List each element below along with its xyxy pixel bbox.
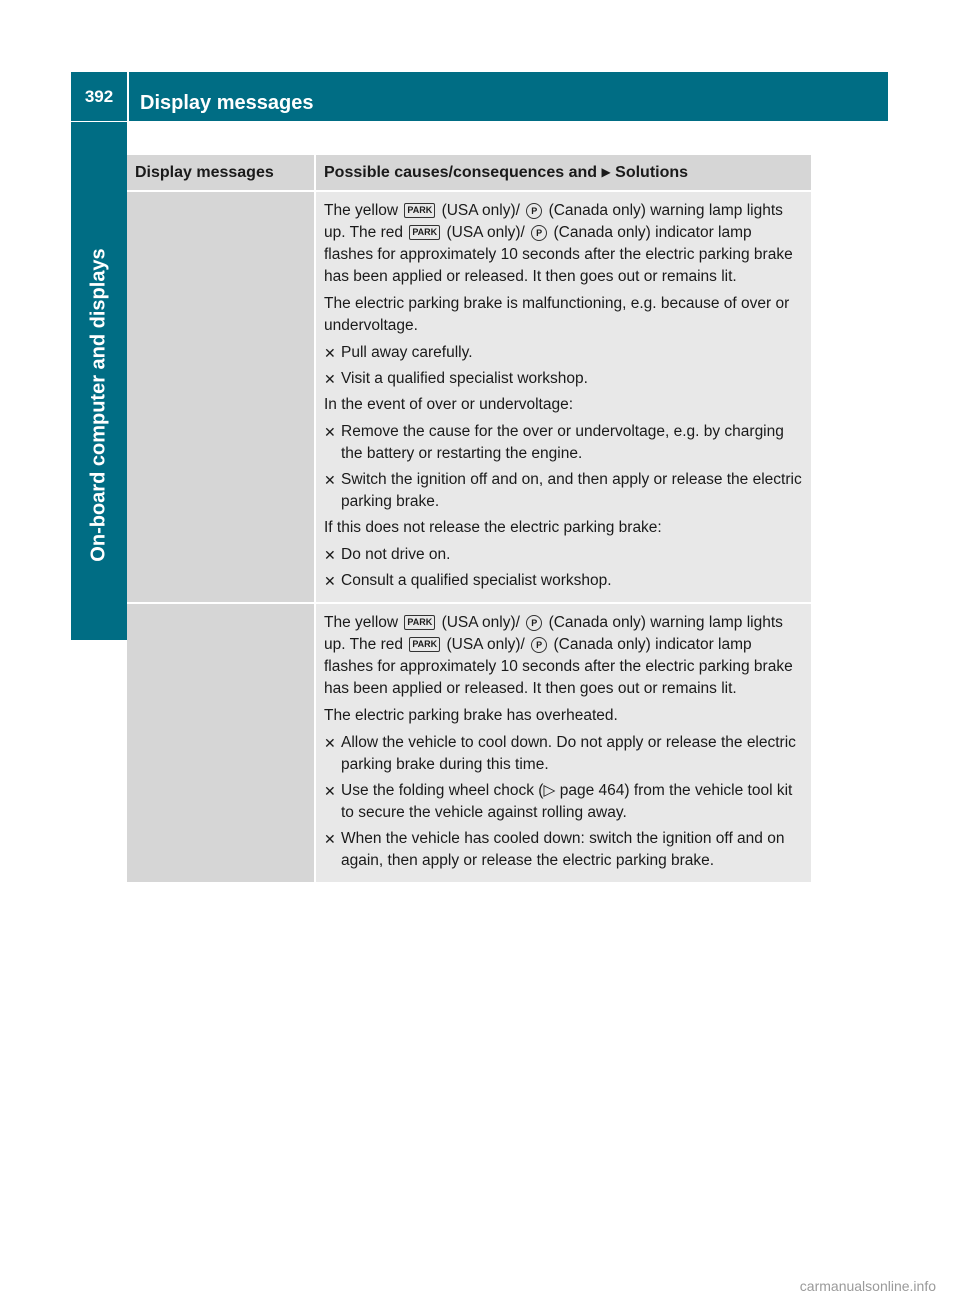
- chapter-label: On-board computer and displays: [87, 248, 110, 562]
- parking-brake-lamp-icon: P: [531, 637, 547, 653]
- solution-cell: [314, 604, 811, 882]
- lamp-description: The yellow PARK (USA only)/ P (Canada only) warning lamp lights up. The red PARK (USA only)/ P (Canada only) indicator lamp flashes for approximately 10 seconds after the electric parking brake has been applied or released. It then goes out or remains lit.: [324, 202, 793, 285]
- condition-text: In the event of over or undervoltage:: [324, 396, 574, 413]
- cause-text: The electric parking brake is malfunctioning, e.g. because of over or undervoltage.: [324, 295, 790, 334]
- table-header: [127, 155, 811, 192]
- page-reference-arrow-icon: ▷: [543, 782, 556, 799]
- parking-brake-lamp-icon: P: [531, 225, 547, 241]
- page-title: Display messages: [140, 92, 314, 114]
- table-row: [127, 192, 811, 602]
- instruction-step: ✕ Visit a qualified specialist workshop.: [324, 368, 805, 390]
- step-marker-icon: ✕: [324, 783, 336, 799]
- page-reference-link[interactable]: page 464: [559, 782, 625, 799]
- step-marker-icon: ✕: [324, 371, 336, 387]
- instruction-step: ✕ Use the folding wheel chock (▷ page 464) from the vehicle tool kit to secure the vehicle against rolling away.: [324, 782, 793, 821]
- instruction-step: ✕ Allow the vehicle to cool down. Do not apply or release the electric parking brake during this time.: [324, 734, 796, 773]
- step-marker-icon: ✕: [324, 831, 336, 847]
- step-marker-icon: ✕: [324, 345, 336, 361]
- arrow-right-icon: ▶: [601, 165, 611, 179]
- instruction-step: ✕ Pull away carefully.: [324, 342, 805, 364]
- watermark: carmanualsonline.info: [799, 1278, 936, 1294]
- display-message-cell: [127, 604, 314, 882]
- park-lamp-icon: PARK: [409, 637, 440, 652]
- solution-cell: [314, 192, 811, 602]
- instruction-step: ✕ Consult a qualified specialist workshop.: [324, 570, 805, 592]
- step-marker-icon: ✕: [324, 735, 336, 751]
- step-marker-icon: ✕: [324, 547, 336, 563]
- page-number: 392: [84, 87, 114, 106]
- lamp-description: The yellow PARK (USA only)/ P (Canada only) warning lamp lights up. The red PARK (USA only)/ P (Canada only) indicator lamp flashes for approximately 10 seconds after the electric parking brake has been applied or released. It then goes out or remains lit.: [324, 614, 793, 697]
- parking-brake-lamp-icon: P: [526, 203, 542, 219]
- display-message-cell: [127, 192, 314, 602]
- cause-text: The electric parking brake has overheated.: [324, 707, 618, 724]
- col-header-solutions: [314, 155, 811, 190]
- instruction-step: ✕ Switch the ignition off and on, and then apply or release the electric parking brake.: [324, 471, 802, 510]
- header-divider: [127, 72, 129, 121]
- instruction-step: ✕ Do not drive on.: [324, 544, 805, 566]
- instruction-step: ✕ When the vehicle has cooled down: switch the ignition off and on again, then apply or release the electric parking brake.: [324, 830, 785, 869]
- col-header-prefix: Possible causes/consequences and: [324, 164, 598, 181]
- condition-text: If this does not release the electric parking brake:: [324, 519, 662, 536]
- instruction-step: ✕ Remove the cause for the over or undervoltage, e.g. by charging the battery or restarting the engine.: [324, 423, 784, 462]
- col-header-display-messages: Display messages: [135, 164, 274, 181]
- step-marker-icon: ✕: [324, 472, 336, 488]
- col-header-suffix: Solutions: [615, 164, 689, 181]
- park-lamp-icon: PARK: [404, 203, 435, 218]
- step-marker-icon: ✕: [324, 424, 336, 440]
- table-row: [127, 604, 811, 882]
- display-messages-table: [127, 155, 811, 882]
- parking-brake-lamp-icon: P: [526, 615, 542, 631]
- park-lamp-icon: PARK: [409, 225, 440, 240]
- step-marker-icon: ✕: [324, 573, 336, 589]
- park-lamp-icon: PARK: [404, 615, 435, 630]
